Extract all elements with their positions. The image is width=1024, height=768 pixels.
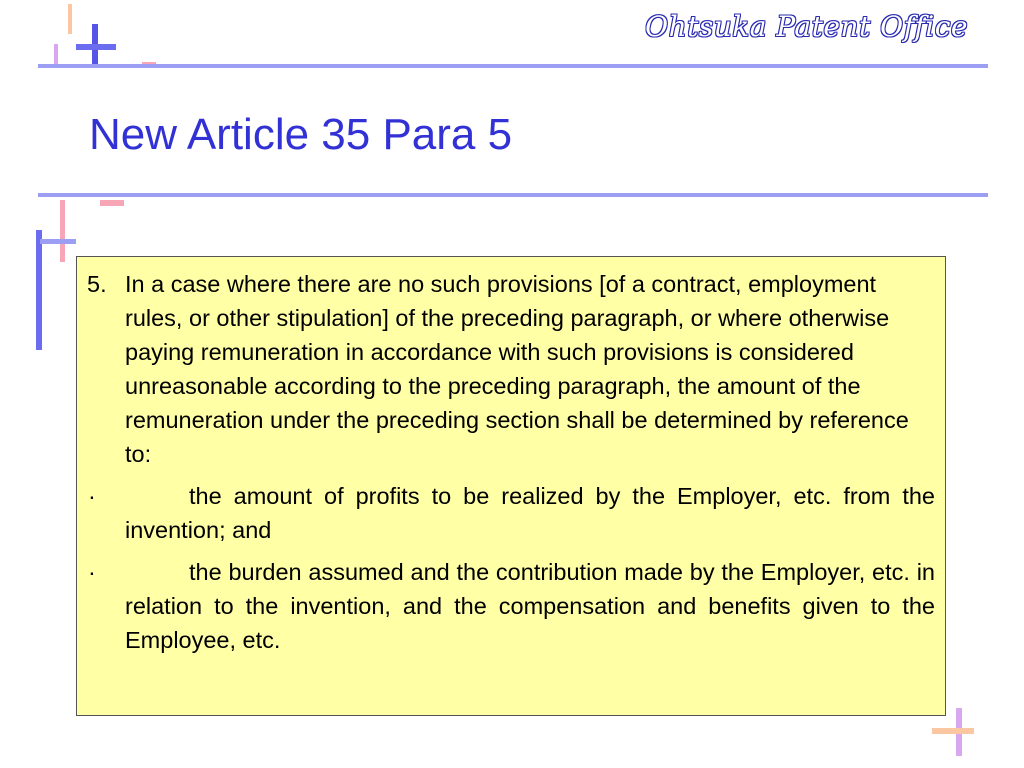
title-rule xyxy=(38,193,988,197)
bullet-item xyxy=(87,479,935,547)
bullet-item xyxy=(87,555,935,657)
paragraph-text: In a case where there are no such provisions [of a contract, employment rules, or other stipulation] of the preceding paragraph, or where otherwise paying remuneration in accordance with such provisions is considered unreasonable according to the preceding paragraph, the amount of the remuneration under the preceding section shall be determined by reference to: xyxy=(125,271,909,467)
numbered-paragraph xyxy=(87,267,935,471)
bullet-text: the burden assumed and the contribution made by the Employer, etc. in relation to the invention, and the compensation and benefits given to the Employee, etc. xyxy=(125,559,935,653)
decorative-cross-top-left xyxy=(0,0,170,80)
content-box xyxy=(76,256,946,716)
slide-title: New Article 35 Para 5 xyxy=(89,110,513,159)
bullet-marker: · xyxy=(88,483,96,509)
bullet-marker: · xyxy=(88,559,96,585)
bullet-text: the amount of profits to be realized by the Employer, etc. from the invention; and xyxy=(125,483,935,543)
header-rule xyxy=(38,64,988,68)
item-number: 5. xyxy=(87,271,107,297)
brand-logo-text: Ohtsuka Patent Office xyxy=(645,10,968,43)
